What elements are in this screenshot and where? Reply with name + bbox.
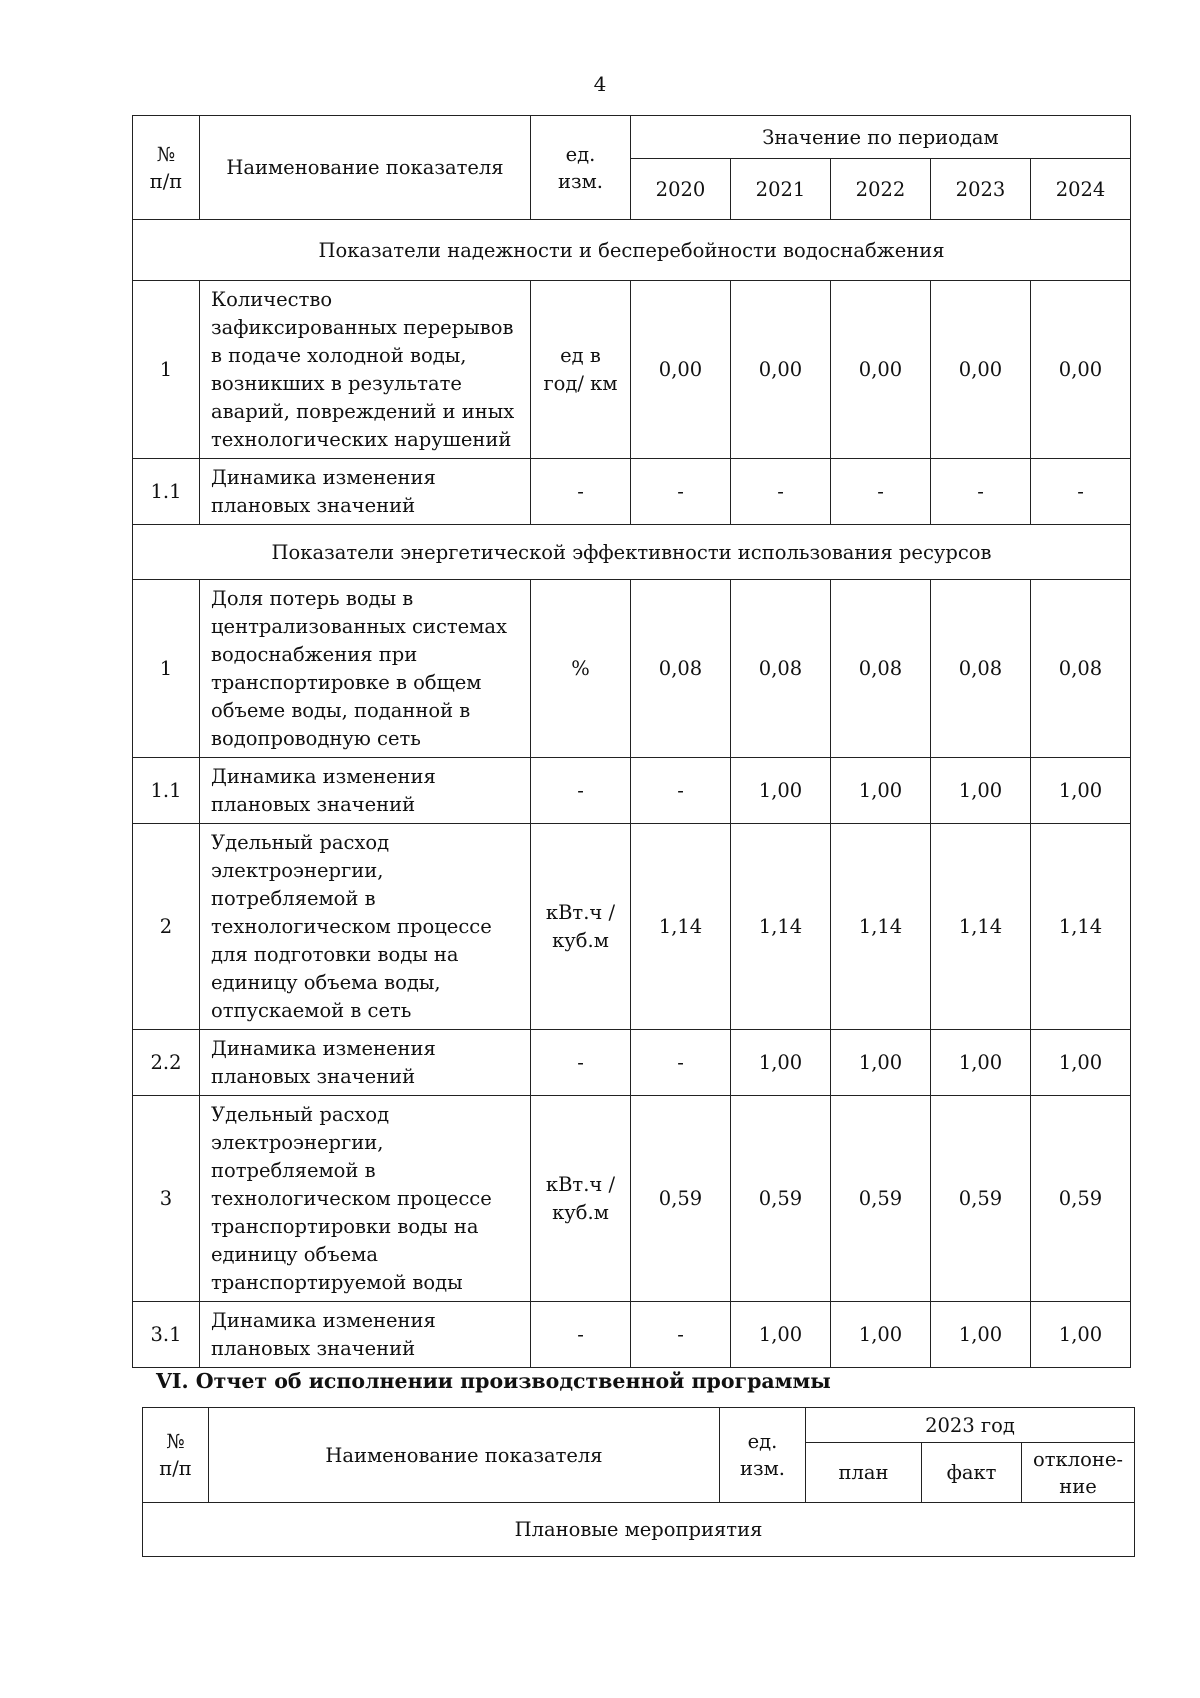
indicator-name-line: Динамика изменения	[211, 764, 436, 788]
value-cell: 1,14	[1031, 824, 1131, 1030]
value-cell: 0,08	[931, 580, 1031, 758]
indicator-name-line: транспортировки воды на	[211, 1214, 479, 1238]
table-row	[133, 758, 1131, 824]
report-header-num: № п/п	[143, 1408, 209, 1503]
table-row	[133, 580, 1131, 758]
unit-line: -	[577, 479, 584, 503]
value-cell: 1,00	[1031, 758, 1131, 824]
header-year: 2023	[931, 159, 1031, 220]
value-cell: -	[931, 459, 1031, 525]
report-header-deviation: отклоне- ние	[1022, 1443, 1135, 1503]
unit-line: %	[571, 656, 590, 680]
unit-line: куб.м	[552, 928, 609, 952]
indicator-name-line: технологическом процессе	[211, 1186, 492, 1210]
indicator-name-line: в подаче холодной воды,	[211, 343, 467, 367]
indicator-name-line: зафиксированных перерывов	[211, 315, 514, 339]
indicator-name-line: Динамика изменения	[211, 465, 436, 489]
unit-cell	[531, 1030, 631, 1096]
unit-cell	[531, 580, 631, 758]
table-row	[133, 1030, 1131, 1096]
value-cell: -	[631, 1302, 731, 1368]
value-cell: 0,59	[831, 1096, 931, 1302]
value-cell: 1,00	[731, 758, 831, 824]
report-header-name: Наименование показателя	[209, 1408, 720, 1503]
indicator-name-line: электроэнергии,	[211, 858, 384, 882]
value-cell: 0,59	[731, 1096, 831, 1302]
indicator-name-line: Удельный расход	[211, 1102, 390, 1126]
value-cell: 1,14	[631, 824, 731, 1030]
value-cell: -	[831, 459, 931, 525]
unit-line: кВт.ч /	[545, 900, 616, 924]
section-heading: VI. Отчет об исполнении производственной программы	[156, 1369, 831, 1393]
row-number: 1	[133, 580, 200, 758]
value-cell: 1,00	[1031, 1030, 1131, 1096]
report-header-unit: ед. изм.	[720, 1408, 806, 1503]
page-number: 4	[593, 72, 607, 96]
value-cell: -	[1031, 459, 1131, 525]
indicators-table	[132, 115, 1131, 1368]
indicator-name	[200, 758, 531, 824]
report-header-year: 2023 год	[806, 1408, 1135, 1443]
unit-line: куб.м	[552, 1200, 609, 1224]
table-row	[133, 459, 1131, 525]
table-row	[133, 1302, 1131, 1368]
unit-line: кВт.ч /	[545, 1172, 616, 1196]
value-cell: 1,00	[831, 1030, 931, 1096]
indicator-name	[200, 824, 531, 1030]
header-year: 2021	[731, 159, 831, 220]
value-cell: 0,08	[831, 580, 931, 758]
value-cell: 1,14	[831, 824, 931, 1030]
unit-cell	[531, 281, 631, 459]
unit-line: ед в	[560, 343, 601, 367]
section-title: Показатели энергетической эффективности использования ресурсов	[133, 525, 1131, 580]
indicator-name-line: аварий, повреждений и иных	[211, 399, 515, 423]
header-year: 2020	[631, 159, 731, 220]
value-cell: 0,08	[631, 580, 731, 758]
row-number: 1	[133, 281, 200, 459]
indicator-name-line: Количество	[211, 287, 333, 311]
row-number: 1.1	[133, 758, 200, 824]
indicator-name-line: плановых значений	[211, 1336, 416, 1360]
unit-cell	[531, 824, 631, 1030]
value-cell: 1,00	[831, 1302, 931, 1368]
value-cell: 0,59	[631, 1096, 731, 1302]
indicator-name-line: плановых значений	[211, 1064, 416, 1088]
table-row	[133, 281, 1131, 459]
row-number: 2.2	[133, 1030, 200, 1096]
indicator-name-line: отпускаемой в сеть	[211, 998, 412, 1022]
indicator-name-line: транспортировке в общем	[211, 670, 482, 694]
value-cell: 0,00	[931, 281, 1031, 459]
value-cell: 1,00	[731, 1030, 831, 1096]
report-section-title: Плановые мероприятия	[143, 1503, 1135, 1557]
value-cell: 1,14	[931, 824, 1031, 1030]
value-cell: 1,00	[931, 1030, 1031, 1096]
table-row	[133, 824, 1131, 1030]
header-unit: ед. изм.	[531, 116, 631, 220]
indicator-name-line: для подготовки воды на	[211, 942, 459, 966]
value-cell: 0,00	[731, 281, 831, 459]
value-cell: 0,59	[1031, 1096, 1131, 1302]
indicator-name-line: технологических нарушений	[211, 427, 512, 451]
indicator-name-line: плановых значений	[211, 493, 416, 517]
header-year: 2022	[831, 159, 931, 220]
indicator-name-line: Динамика изменения	[211, 1308, 436, 1332]
value-cell: 1,00	[931, 758, 1031, 824]
indicator-name-line: Динамика изменения	[211, 1036, 436, 1060]
indicator-name	[200, 1302, 531, 1368]
value-cell: 0,59	[931, 1096, 1031, 1302]
value-cell: 1,00	[731, 1302, 831, 1368]
indicator-name-line: объеме воды, поданной в	[211, 698, 471, 722]
header-num: № п/п	[133, 116, 200, 220]
section-title: Показатели надежности и бесперебойности водоснабжения	[133, 220, 1131, 281]
value-cell: 0,00	[631, 281, 731, 459]
header-name: Наименование показателя	[200, 116, 531, 220]
row-number: 3.1	[133, 1302, 200, 1368]
unit-line: -	[577, 1050, 584, 1074]
indicator-name	[200, 1030, 531, 1096]
unit-cell	[531, 758, 631, 824]
value-cell: -	[631, 758, 731, 824]
indicator-name-line: потребляемой в	[211, 1158, 376, 1182]
unit-cell	[531, 1096, 631, 1302]
indicator-name-line: электроэнергии,	[211, 1130, 384, 1154]
value-cell: -	[731, 459, 831, 525]
table-row	[133, 1096, 1131, 1302]
value-cell: 0,00	[831, 281, 931, 459]
header-year: 2024	[1031, 159, 1131, 220]
value-cell: 1,00	[931, 1302, 1031, 1368]
value-cell: 0,08	[1031, 580, 1131, 758]
indicator-name-line: Удельный расход	[211, 830, 390, 854]
indicator-name-line: централизованных системах	[211, 614, 508, 638]
indicator-name-line: транспортируемой воды	[211, 1270, 463, 1294]
row-number: 3	[133, 1096, 200, 1302]
indicators-table-header	[133, 116, 1131, 220]
indicator-name-line: водопроводную сеть	[211, 726, 421, 750]
indicator-name-line: Доля потерь воды в	[211, 586, 414, 610]
value-cell: 0,08	[731, 580, 831, 758]
value-cell: 1,00	[1031, 1302, 1131, 1368]
value-cell: -	[631, 1030, 731, 1096]
unit-cell	[531, 459, 631, 525]
indicator-name-line: единицу объема воды,	[211, 970, 441, 994]
report-header-plan: план	[806, 1443, 922, 1503]
indicator-name-line: водоснабжения при	[211, 642, 418, 666]
row-number: 2	[133, 824, 200, 1030]
row-number: 1.1	[133, 459, 200, 525]
indicator-name	[200, 1096, 531, 1302]
indicator-name-line: потребляемой в	[211, 886, 376, 910]
unit-line: -	[577, 778, 584, 802]
value-cell: 0,00	[1031, 281, 1131, 459]
indicator-name-line: единицу объема	[211, 1242, 378, 1266]
unit-line: -	[577, 1322, 584, 1346]
indicator-name-line: возникших в результате	[211, 371, 462, 395]
indicator-name-line: технологическом процессе	[211, 914, 492, 938]
unit-cell	[531, 1302, 631, 1368]
header-periods: Значение по периодам	[631, 116, 1131, 159]
unit-line: год/ км	[543, 371, 618, 395]
indicator-name	[200, 459, 531, 525]
report-header-fact: факт	[922, 1443, 1022, 1503]
report-table	[142, 1407, 1135, 1557]
indicator-name	[200, 580, 531, 758]
value-cell: 1,14	[731, 824, 831, 1030]
indicator-name	[200, 281, 531, 459]
value-cell: -	[631, 459, 731, 525]
value-cell: 1,00	[831, 758, 931, 824]
indicator-name-line: плановых значений	[211, 792, 416, 816]
indicators-table-body	[133, 220, 1131, 1368]
